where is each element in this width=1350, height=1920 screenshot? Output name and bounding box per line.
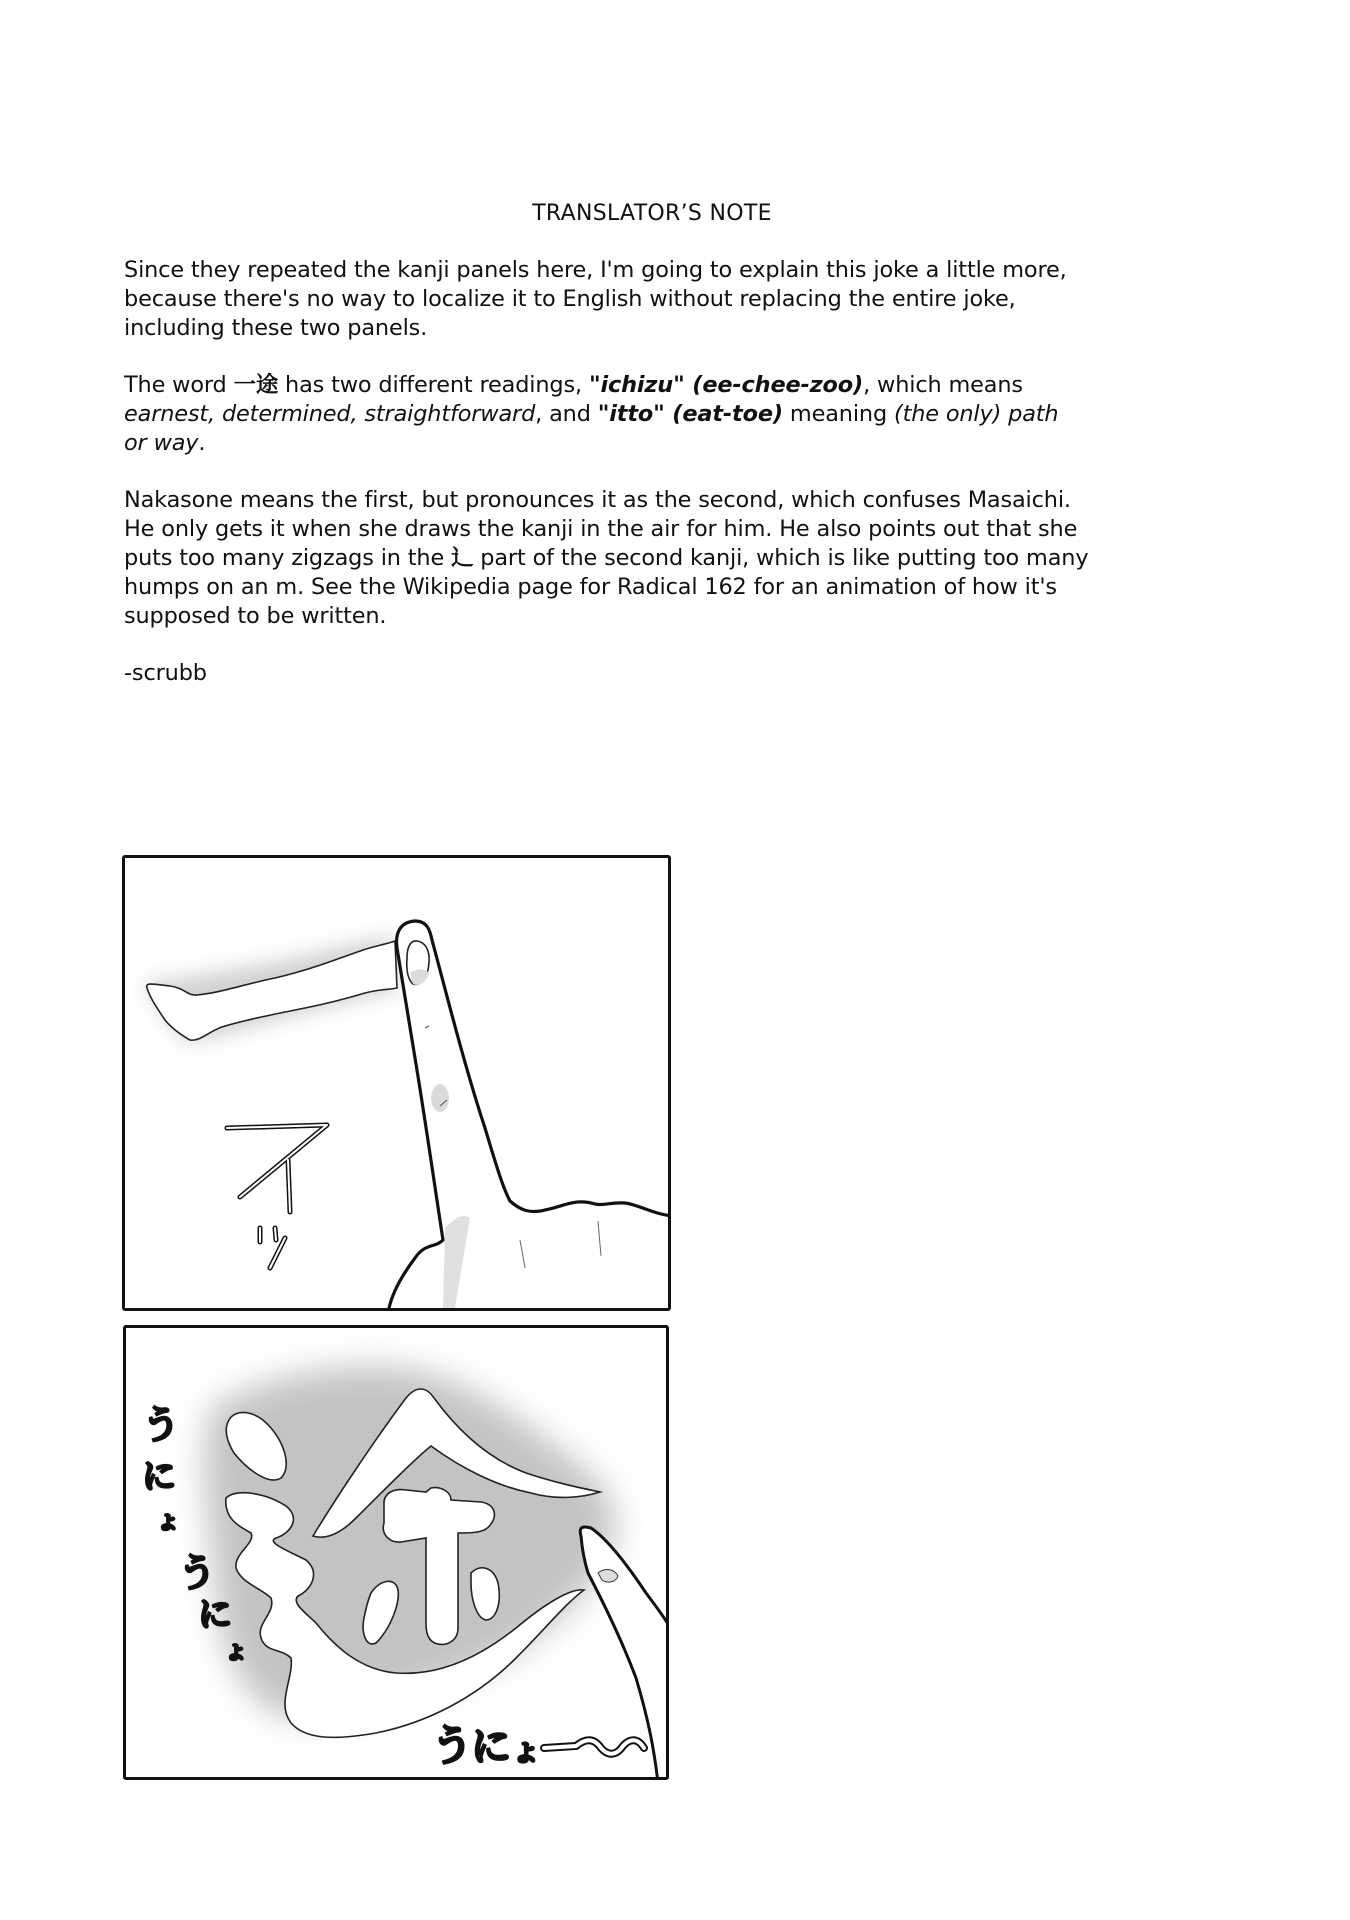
signature — [124, 659, 1244, 688]
reading-ichizu: "ichizu" (ee-chee-zoo) — [588, 372, 864, 398]
text-run: puts too many zigzags in the — [124, 545, 452, 571]
text-line — [124, 400, 1244, 429]
text-run: . — [198, 430, 206, 456]
paragraph-explanation — [124, 486, 1244, 631]
radical-shinnyo: ⻌ — [451, 545, 474, 571]
sfx-char: に — [142, 1457, 176, 1497]
text-run: part of the second kanji, which is like putting too many — [473, 545, 1089, 571]
page-title: TRANSLATOR’S NOTE — [532, 201, 772, 226]
text-line: Since they repeated the kanji panels here, I'm going to explain this joke a little more, — [124, 257, 1067, 283]
manga-panel-1 — [122, 855, 671, 1311]
text-line: Nakasone means the first, but pronounces it as the second, which confuses Masaichi. — [124, 487, 1071, 513]
meaning-itto: (the only) path — [893, 401, 1059, 427]
panel-1-illustration — [125, 858, 671, 1311]
sfx-char: に — [471, 1724, 511, 1770]
meaning-ichizu: earnest, determined, straightforward — [124, 401, 536, 427]
text-line: including these two panels. — [124, 315, 428, 341]
text-run: , which means — [863, 372, 1023, 398]
panel-2-illustration — [126, 1328, 669, 1780]
text-run: has two different readings, — [278, 372, 589, 398]
sfx-unyo-bottom — [431, 1721, 541, 1770]
sfx-sutsu-inner — [227, 1125, 327, 1268]
pointing-finger — [388, 921, 671, 1311]
text-line — [124, 429, 1244, 458]
paragraph-intro — [124, 256, 1244, 343]
sfx-char: う — [142, 1403, 181, 1447]
sfx-char: ょ — [156, 1506, 180, 1534]
manga-panel-2 — [123, 1325, 669, 1780]
text-run: The word — [124, 372, 234, 398]
text-line — [124, 371, 1244, 400]
meaning-itto-cont: or way — [124, 430, 199, 456]
sfx-char: う — [178, 1551, 217, 1595]
text-run: , and — [535, 401, 598, 427]
text-line: supposed to be written. — [124, 603, 387, 629]
air-stroke-horizontal — [147, 941, 397, 1040]
sfx-char: ょ — [511, 1733, 541, 1768]
kanji-ichizu: 一途 — [233, 372, 279, 398]
text-line: humps on an m. See the Wikipedia page for Radical 162 for an animation of how it's — [124, 574, 1057, 600]
sfx-char: に — [198, 1595, 232, 1635]
text-run: meaning — [782, 401, 894, 427]
signature-text: -scrubb — [124, 660, 207, 686]
sfx-char: う — [431, 1721, 474, 1770]
text-line — [124, 544, 1244, 573]
text-line: because there's no way to localize it to English without replacing the entire joke, — [124, 286, 1016, 312]
reading-itto: "itto" (eat-toe) — [597, 401, 783, 427]
paragraph-readings — [124, 371, 1244, 458]
sfx-char: ょ — [224, 1636, 248, 1664]
text-line: He only gets it when she draws the kanji in the air for him. He also points out that she — [124, 516, 1078, 542]
